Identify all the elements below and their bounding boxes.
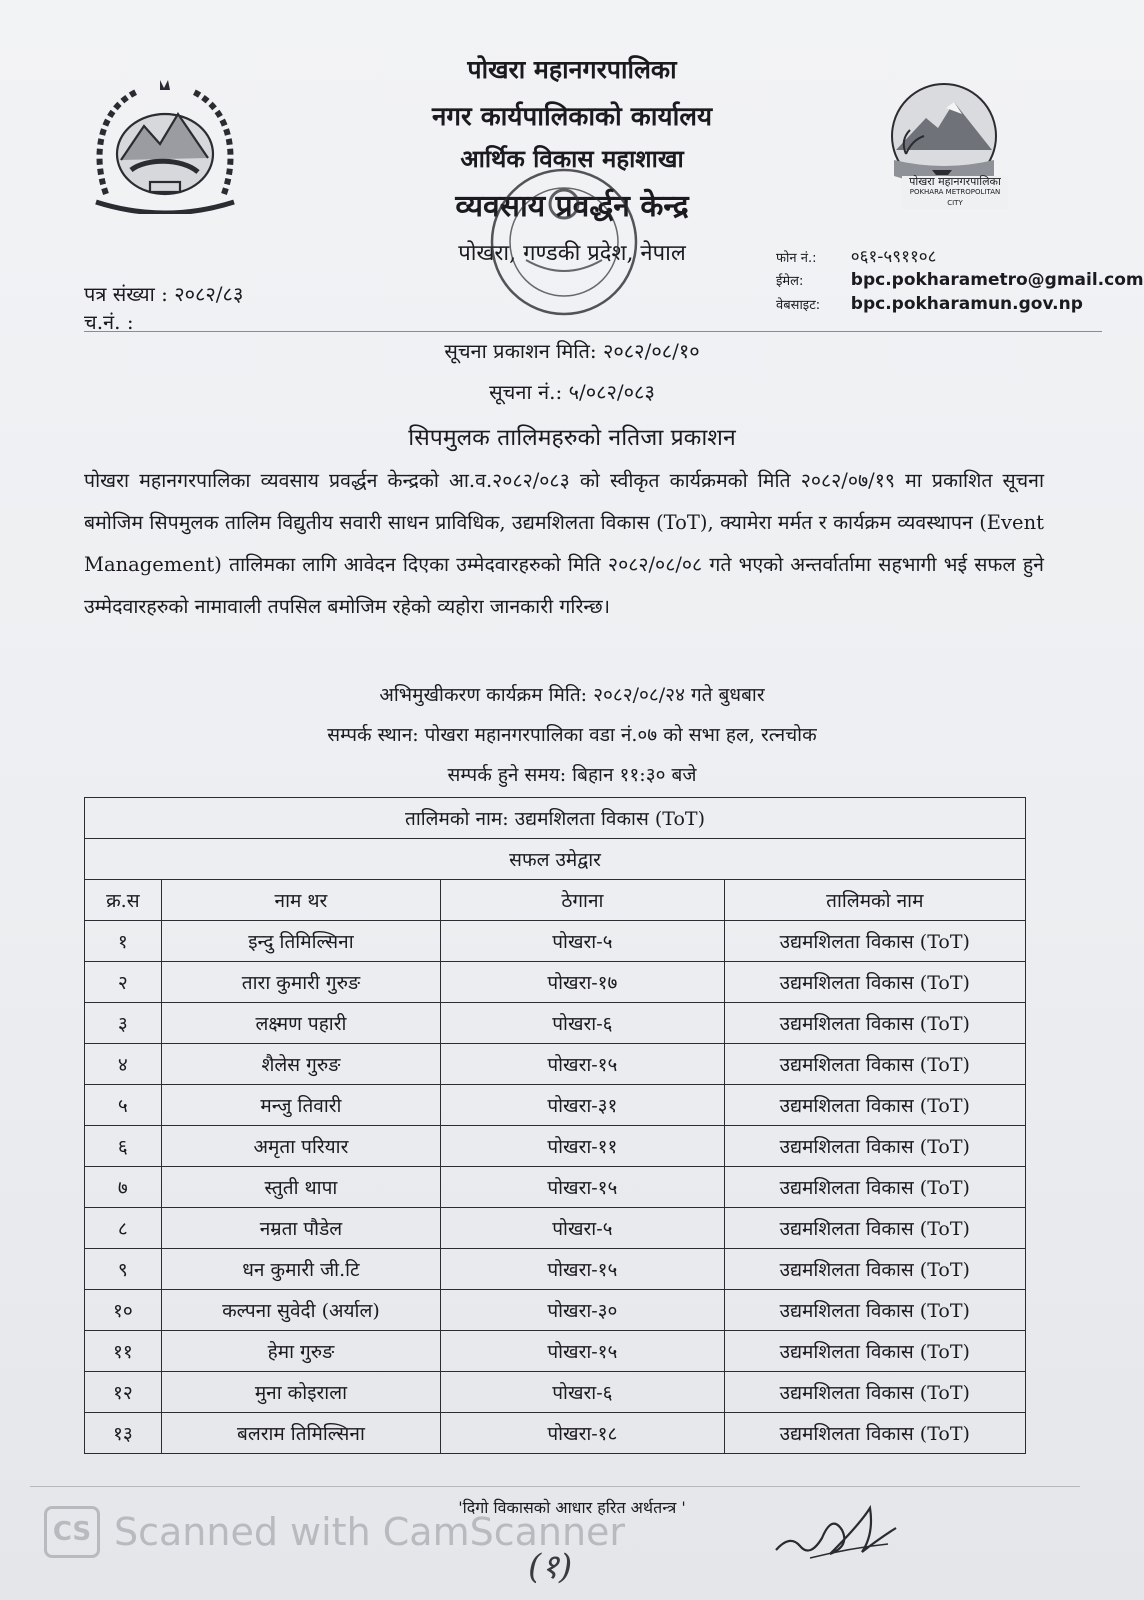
phone-value: ०६१-५९११०८ <box>850 247 937 267</box>
cell-name: धन कुमारी जी.टि <box>161 1249 440 1290</box>
cell-name: मन्जु तिवारी <box>161 1085 440 1126</box>
contact-email <box>776 270 1144 290</box>
cell-address: पोखरा-३१ <box>441 1085 724 1126</box>
cell-training: उद्यमशिलता विकास (ToT) <box>724 1413 1025 1454</box>
contact-phone <box>776 244 936 267</box>
table-subtitle-row <box>85 839 1026 880</box>
cell-serial: ३ <box>85 1003 162 1044</box>
table-row <box>85 1290 1026 1331</box>
notice-title: सिपमुलक तालिमहरुको नतिजा प्रकाशन <box>408 425 736 451</box>
table-row <box>85 1208 1026 1249</box>
table-row <box>85 1044 1026 1085</box>
cell-serial: ९ <box>85 1249 162 1290</box>
phone-label: फोन नं.: <box>776 251 817 266</box>
cell-training: उद्यमशिलता विकास (ToT) <box>724 1208 1025 1249</box>
cell-training: उद्यमशिलता विकास (ToT) <box>724 1290 1025 1331</box>
contact-place: सम्पर्क स्थान: पोखरा महानगरपालिका वडा नं.०७ को सभा हल, रत्नचोक <box>327 724 817 746</box>
table-header-row <box>85 880 1026 921</box>
cell-serial: ४ <box>85 1044 162 1085</box>
cell-name: कल्पना सुवेदी (अर्याल) <box>161 1290 440 1331</box>
cell-serial: ५ <box>85 1085 162 1126</box>
cell-serial: १३ <box>85 1413 162 1454</box>
table-row <box>85 921 1026 962</box>
cell-training: उद्यमशिलता विकास (ToT) <box>724 1372 1025 1413</box>
org-name: पोखरा महानगरपालिका <box>467 55 677 84</box>
notice-number: सूचना नं.: ५/०८२/०८३ <box>489 380 655 404</box>
center-name: व्यवसाय प्रवर्द्धन केन्द्र <box>455 189 689 224</box>
cell-training: उद्यमशिलता विकास (ToT) <box>724 1167 1025 1208</box>
cell-serial: १२ <box>85 1372 162 1413</box>
office-stamp <box>486 164 642 320</box>
logo-caption-en: POKHARA METROPOLITAN CITY <box>909 188 1001 207</box>
table-row <box>85 1003 1026 1044</box>
cell-serial: ११ <box>85 1331 162 1372</box>
cell-training: उद्यमशिलता विकास (ToT) <box>724 962 1025 1003</box>
footer-divider <box>30 1486 1080 1487</box>
training-title: तालिमको नाम: उद्यमशिलता विकास (ToT) <box>85 798 1026 839</box>
cell-name: लक्ष्मण पहारी <box>161 1003 440 1044</box>
cell-name: इन्दु तिमिल्सिना <box>161 921 440 962</box>
email-label: ईमेल: <box>776 274 804 289</box>
cell-name: अमृता परियार <box>161 1126 440 1167</box>
cell-serial: २ <box>85 962 162 1003</box>
cell-training: उद्यमशिलता विकास (ToT) <box>724 1126 1025 1167</box>
dispatch-number: च.नं. : <box>84 310 134 334</box>
header-name: नाम थर <box>161 880 440 921</box>
letter-number: पत्र संख्या : २०८२/८३ <box>84 282 244 306</box>
table-row <box>85 962 1026 1003</box>
email-value: bpc.pokharametro@gmail.com <box>850 270 1144 290</box>
camscanner-logo-icon: CS <box>44 1506 100 1558</box>
cell-training: उद्यमशिलता विकास (ToT) <box>724 1331 1025 1372</box>
table-row <box>85 1331 1026 1372</box>
cell-name: हेमा गुरुङ <box>161 1331 440 1372</box>
cell-address: पोखरा-५ <box>441 921 724 962</box>
cell-serial: ७ <box>85 1167 162 1208</box>
cell-serial: १ <box>85 921 162 962</box>
cell-address: पोखरा-६ <box>441 1003 724 1044</box>
header-divider <box>84 331 1102 332</box>
header-address: ठेगाना <box>441 880 724 921</box>
signature <box>770 1494 910 1574</box>
cell-address: पोखरा-१५ <box>441 1044 724 1085</box>
cell-address: पोखरा-१५ <box>441 1331 724 1372</box>
cell-name: स्तुती थापा <box>161 1167 440 1208</box>
results-table <box>84 797 1026 1454</box>
office-name: नगर कार्यपालिकाको कार्यालय <box>431 102 713 132</box>
cell-training: उद्यमशिलता विकास (ToT) <box>724 1044 1025 1085</box>
successful-candidates-label: सफल उमेद्वार <box>85 839 1026 880</box>
cell-address: पोखरा-१७ <box>441 962 724 1003</box>
cell-address: पोखरा-१५ <box>441 1249 724 1290</box>
page-number: (१) <box>528 1547 573 1587</box>
header-serial: क्र.स <box>85 880 162 921</box>
table-row <box>85 1085 1026 1126</box>
cell-name: बलराम तिमिल्सिना <box>161 1413 440 1454</box>
cell-serial: ८ <box>85 1208 162 1249</box>
cell-address: पोखरा-१५ <box>441 1167 724 1208</box>
cell-address: पोखरा-११ <box>441 1126 724 1167</box>
footer-motto: 'दिगो विकासको आधार हरित अर्थतन्त्र ' <box>458 1498 686 1517</box>
notice-body: पोखरा महानगरपालिका व्यवसाय प्रवर्द्धन केन्द्रको आ.व.२०८२/०८३ को स्वीकृत कार्यक्रमको मिति २०८२/०७/१९ मा प्रकाशित सूचना बमोजिम सिपमुलक तालिम विद्युतीय सवारी साधन प्राविधिक, उद्यमशिलता विकास (ToT), क्यामेरा मर्मत र कार्यक्रम व्यवस्थापन (Event Management) तालिमका लागि आवेदन दिएका उम्मेदवारहरुको मिति २०८२/०८/०८ गते भएको अन्तर्वार्तामा सहभागी भई सफल हुने उम्मेदवारहरुको नामावाली तपसिल बमोजिम रहेको व्यहोरा जानकारी गरिन्छ। <box>84 469 1044 618</box>
table-body <box>85 921 1026 1454</box>
cell-address: पोखरा-५ <box>441 1208 724 1249</box>
office-address: पोखरा, गण्डकी प्रदेश, नेपाल <box>458 241 686 266</box>
cell-name: तारा कुमारी गुरुङ <box>161 962 440 1003</box>
publish-date: सूचना प्रकाशन मिति: २०८२/०८/१० <box>444 339 700 363</box>
table-title-row <box>85 798 1026 839</box>
cell-address: पोखरा-१८ <box>441 1413 724 1454</box>
contact-time: सम्पर्क हुने समय: बिहान ११:३० बजे <box>447 764 697 786</box>
table-row <box>85 1167 1026 1208</box>
cell-name: मुना कोइराला <box>161 1372 440 1413</box>
cell-address: पोखरा-३० <box>441 1290 724 1331</box>
camscanner-text: Scanned with CamScanner <box>114 1510 626 1554</box>
table-row <box>85 1249 1026 1290</box>
logo-caption-np: पोखरा महानगरपालिका <box>909 175 1001 188</box>
cell-serial: ६ <box>85 1126 162 1167</box>
contact-website <box>776 294 1083 314</box>
table-row <box>85 1372 1026 1413</box>
header-training: तालिमको नाम <box>724 880 1025 921</box>
website-label: वेबसाइट: <box>776 298 821 313</box>
cell-address: पोखरा-६ <box>441 1372 724 1413</box>
cell-serial: १० <box>85 1290 162 1331</box>
cell-name: शैलेस गुरुङ <box>161 1044 440 1085</box>
orientation-date: अभिमुखीकरण कार्यक्रम मिति: २०८२/०८/२४ गते बुधबार <box>379 684 765 706</box>
cell-training: उद्यमशिलता विकास (ToT) <box>724 1249 1025 1290</box>
division-name: आर्थिक विकास महाशाखा <box>460 144 684 173</box>
table-row <box>85 1413 1026 1454</box>
website-value: bpc.pokharamun.gov.np <box>850 294 1083 314</box>
cell-training: उद्यमशिलता विकास (ToT) <box>724 1003 1025 1044</box>
table-row <box>85 1126 1026 1167</box>
cell-training: उद्यमशिलता विकास (ToT) <box>724 921 1025 962</box>
cell-training: उद्यमशिलता विकास (ToT) <box>724 1085 1025 1126</box>
cell-name: नम्रता पौडेल <box>161 1208 440 1249</box>
